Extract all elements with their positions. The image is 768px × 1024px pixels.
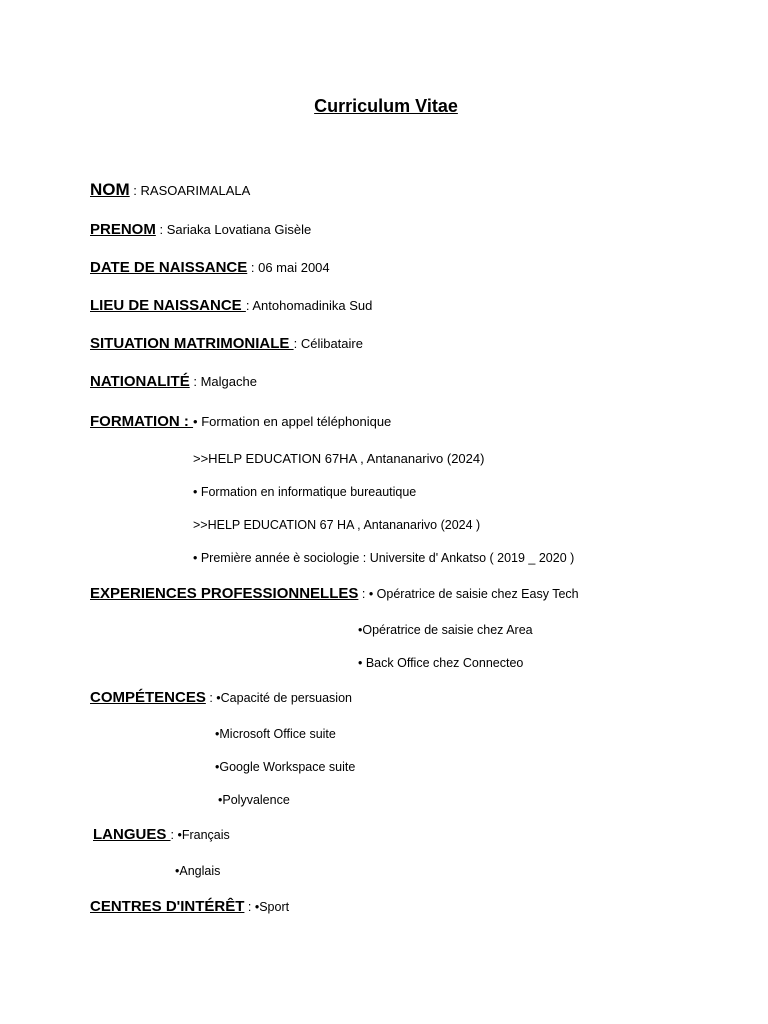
formation-item: >>HELP EDUCATION 67HA , Antananarivo (2024) (193, 451, 485, 466)
field-situation (90, 336, 363, 352)
field-lieu-naissance-sep: : (245, 298, 253, 313)
field-nom (90, 181, 250, 199)
field-prenom (90, 222, 311, 238)
field-nom-value: RASOARIMALALA (140, 183, 251, 198)
centres-sep: : (244, 900, 255, 914)
formation-item: >>HELP EDUCATION 67 HA , Antananarivo (2024 ) (193, 518, 481, 532)
centres-label: CENTRES D'INTÉRÊT (90, 898, 245, 915)
field-lieu-naissance (90, 298, 372, 314)
section-formation (90, 414, 391, 430)
langue-item: •Anglais (175, 864, 221, 878)
field-nom-sep: : (129, 183, 141, 198)
section-langues (93, 827, 230, 843)
field-nationalite-label: NATIONALITÉ (90, 373, 190, 390)
field-date-naissance-value: 06 mai 2004 (258, 260, 330, 275)
section-experiences (90, 586, 579, 602)
competence-item: •Google Workspace suite (215, 760, 356, 774)
field-lieu-naissance-value: Antohomadinika Sud (252, 298, 373, 313)
field-situation-sep: : (293, 336, 301, 351)
field-nationalite (90, 374, 257, 390)
competences-sep: : (205, 691, 217, 705)
field-nom-label: NOM (90, 180, 130, 199)
page-title: Curriculum Vitae (314, 96, 458, 116)
field-date-naissance-sep: : (247, 260, 259, 275)
formation-item: • Première année è sociologie : Universite d' Ankatso ( 2019 _ 2020 ) (193, 551, 575, 565)
section-competences (90, 690, 352, 706)
field-situation-value: Célibataire (300, 336, 363, 351)
field-date-naissance (90, 260, 330, 276)
competence-item: •Polyvalence (218, 793, 290, 807)
formation-label: FORMATION : (90, 413, 194, 430)
experiences-sep: : (358, 587, 369, 601)
field-nationalite-value: Malgache (200, 374, 257, 389)
langues-sep: : (170, 828, 178, 842)
centre-item: •Sport (254, 900, 290, 914)
formation-item: • Formation en informatique bureautique (193, 485, 417, 499)
field-situation-label: SITUATION MATRIMONIALE (90, 335, 294, 352)
langues-label: LANGUES (93, 826, 171, 843)
field-date-naissance-label: DATE DE NAISSANCE (90, 259, 248, 276)
field-prenom-label: PRENOM (90, 221, 156, 238)
field-prenom-value: Sariaka Lovatiana Gisèle (166, 222, 312, 237)
langue-item: •Français (177, 828, 230, 842)
field-prenom-sep: : (155, 222, 167, 237)
competences-label: COMPÉTENCES (90, 689, 206, 706)
formation-item: • Formation en appel téléphonique (193, 414, 392, 429)
competence-item: •Capacité de persuasion (216, 691, 352, 705)
section-centres (90, 899, 289, 915)
competence-item: •Microsoft Office suite (215, 727, 336, 741)
field-lieu-naissance-label: LIEU DE NAISSANCE (90, 297, 246, 314)
experience-item: • Opératrice de saisie chez Easy Tech (368, 587, 579, 601)
experience-item: • Back Office chez Connecteo (358, 656, 524, 670)
experiences-label: EXPERIENCES PROFESSIONNELLES (90, 585, 359, 602)
experience-item: •Opératrice de saisie chez Area (358, 623, 533, 637)
field-nationalite-sep: : (189, 374, 201, 389)
